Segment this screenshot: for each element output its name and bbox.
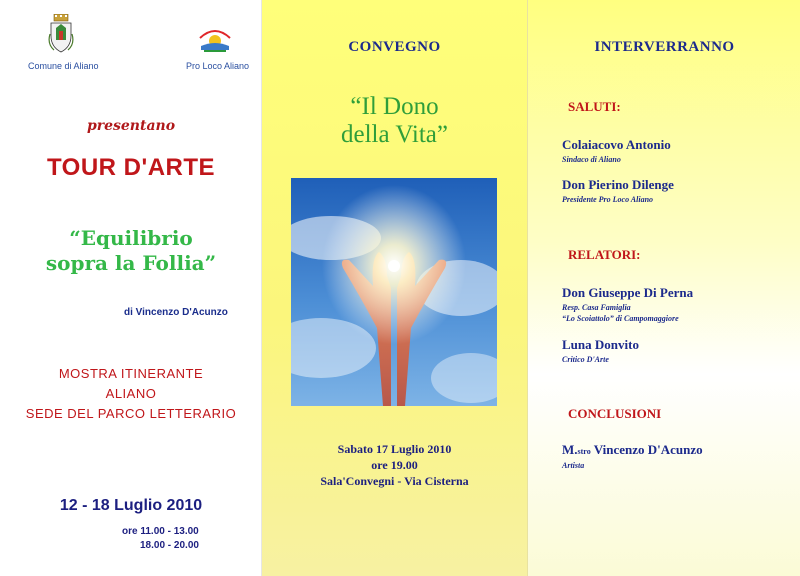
hours-line2: 18.00 - 20.00 <box>140 540 199 551</box>
convegno-heading: CONVEGNO <box>348 39 441 55</box>
title-prefix: M. <box>562 442 578 457</box>
right-panel <box>527 0 800 576</box>
municipal-crest-icon <box>48 14 74 56</box>
speaker-role: Critico D'Arte <box>562 355 609 364</box>
event-time: ore 19.00 <box>371 458 418 472</box>
section-conclusioni: CONCLUSIONI <box>568 406 662 421</box>
exhibit-dates: 12 - 18 Luglio 2010 <box>59 497 203 514</box>
speaker-role: Presidente Pro Loco Aliano <box>562 195 654 204</box>
speaker-name: Luna Donvito <box>562 337 639 352</box>
convegno-title-line2: della Vita” <box>340 121 449 148</box>
hours-line1: ore 11.00 - 13.00 <box>122 526 199 537</box>
event-date: Sabato 17 Luglio 2010 <box>337 442 452 456</box>
hands-light-photo <box>291 178 497 406</box>
speaker-role-detail: “Lo Scoiattolo” di Campomaggiore <box>562 314 679 323</box>
section-saluti: SALUTI: <box>568 99 621 114</box>
exhibition-subtitle-line2: sopra la Follia” <box>45 251 217 275</box>
pro-loco-logo-icon <box>196 24 234 54</box>
left-panel <box>0 0 262 576</box>
exhibition-title: TOUR D'ARTE <box>46 154 216 181</box>
exhibit-location: ALIANO <box>105 386 157 401</box>
title-abbrev: stro <box>577 447 591 456</box>
speaker-name <box>562 442 703 458</box>
author-credit: di Vincenzo D'Acunzo <box>124 307 228 318</box>
speaker-name: Colaiacovo Antonio <box>562 137 671 152</box>
exhibit-venue: SEDE DEL PARCO LETTERARIO <box>25 406 237 421</box>
presentano-text: presentano <box>86 118 176 134</box>
comune-label: Comune di Aliano <box>28 61 99 71</box>
section-relatori: RELATORI: <box>568 247 641 262</box>
speaker-role: Artista <box>562 461 585 470</box>
convegno-title-line1: “Il Dono <box>350 93 439 120</box>
speaker-role: Resp. Casa Famiglia <box>562 303 631 312</box>
middle-panel <box>262 0 527 576</box>
exhibit-line1: MOSTRA ITINERANTE <box>58 366 204 381</box>
speaker-name: Don Giuseppe Di Perna <box>562 285 694 300</box>
event-venue: Sala'Convegni - Via Cisterna <box>320 474 469 488</box>
speaker-name: Don Pierino Dilenge <box>562 177 674 192</box>
pro-loco-label: Pro Loco Aliano <box>186 61 250 71</box>
speaker-name-text: Vincenzo D'Acunzo <box>590 442 703 457</box>
speaker-role: Sindaco di Aliano <box>562 155 621 164</box>
exhibition-subtitle-line1: “Equilibrio <box>69 226 193 250</box>
interverranno-heading: INTERVERRANNO <box>594 39 735 55</box>
